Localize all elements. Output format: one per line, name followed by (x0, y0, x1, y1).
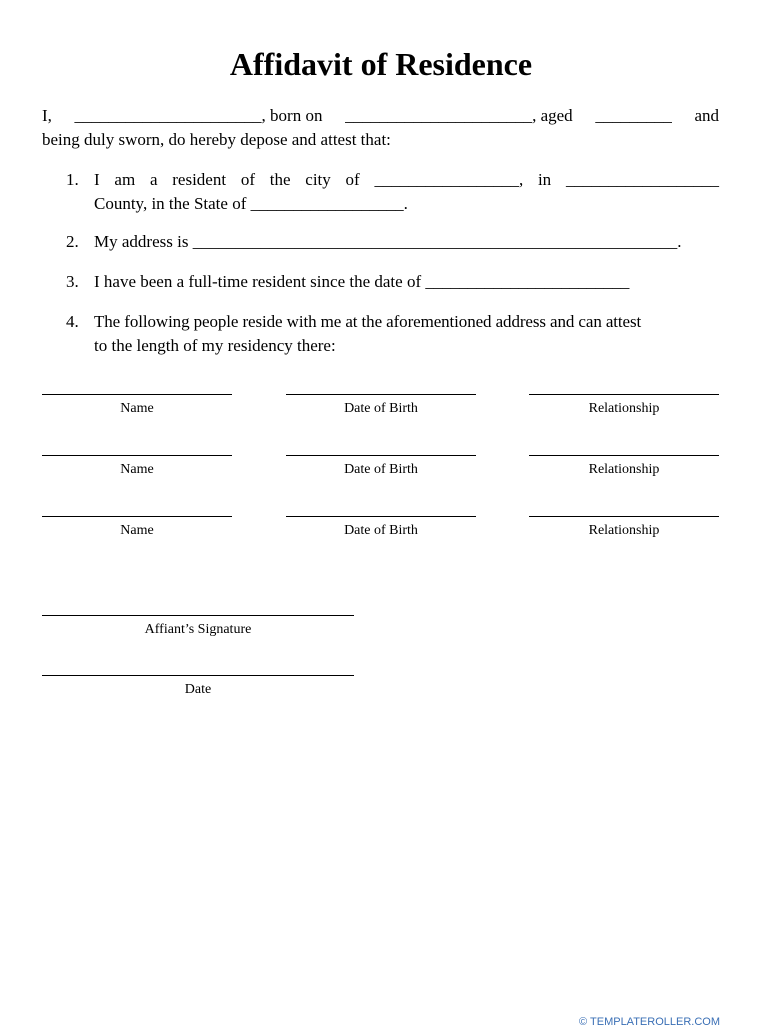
intro-paragraph (42, 104, 719, 152)
signature-line (286, 516, 476, 517)
list-item-text (94, 310, 719, 358)
intro-birth-blank: ______________________, aged (345, 106, 573, 125)
list-item-text (94, 270, 719, 294)
witness-dob-field[interactable] (286, 455, 476, 479)
witness-name-field[interactable] (42, 516, 232, 540)
witness-name-field[interactable] (42, 455, 232, 479)
witness-row-3 (42, 516, 719, 556)
footer-link[interactable]: © TEMPLATEROLLER.COM (579, 1016, 720, 1028)
list-item-1-word: __________________ (565, 170, 719, 189)
affiant-signature-field[interactable] (42, 615, 354, 639)
witness-dob-label: Date of Birth (344, 462, 418, 477)
list-item-1-word: _________________, (374, 170, 524, 189)
witness-name-label: Name (120, 523, 154, 538)
intro-text-1: I, (42, 106, 52, 125)
list-item-number: 4. (66, 312, 79, 331)
witness-relationship-field[interactable] (529, 516, 719, 540)
list-item-text (94, 230, 719, 254)
intro-name-blank: ______________________, born on (74, 106, 323, 125)
witness-relationship-field[interactable] (529, 455, 719, 479)
list-item-number: 2. (66, 232, 79, 251)
witness-relationship-label: Relationship (588, 401, 660, 416)
intro-line-2: being duly sworn, do hereby depose and attest that: (42, 130, 391, 149)
list-item-text (94, 168, 719, 216)
list-item-4-line-2: to the length of my residency there: (94, 336, 336, 355)
list-item-1-word: resident (172, 170, 227, 189)
signature-line (42, 675, 354, 676)
list-item-4-line-1: The following people reside with me at the aforementioned address and can attest (94, 312, 642, 331)
signature-line (42, 516, 232, 517)
list-item-1-word: I (94, 170, 100, 189)
witness-name-field[interactable] (42, 394, 232, 418)
witness-name-label: Name (120, 401, 154, 416)
witness-relationship-label: Relationship (588, 462, 660, 477)
signature-line (529, 455, 719, 456)
list-item-1-word: in (537, 170, 552, 189)
list-item-1-word: the (269, 170, 291, 189)
signature-line (286, 394, 476, 395)
list-item-1-word: am (114, 170, 136, 189)
witness-relationship-field[interactable] (529, 394, 719, 418)
intro-line-1 (42, 104, 719, 128)
list-item-number: 1. (66, 170, 79, 189)
list-item-1-word: of (345, 170, 360, 189)
list-item-1-line-2: County, in the State of __________________. (94, 194, 408, 213)
witness-dob-field[interactable] (286, 394, 476, 418)
list-item-1-word: a (149, 170, 158, 189)
intro-age-blank: _________ (595, 106, 672, 125)
signature-line (529, 394, 719, 395)
date-label: Date (184, 682, 212, 697)
signature-line (529, 516, 719, 517)
list-item-1-line-1 (94, 168, 719, 192)
witness-dob-label: Date of Birth (344, 401, 418, 416)
witness-row-2 (42, 455, 719, 495)
list-item-number: 3. (66, 272, 79, 291)
signature-line (42, 394, 232, 395)
witness-name-label: Name (120, 462, 154, 477)
signature-line (42, 615, 354, 616)
witness-dob-label: Date of Birth (344, 523, 418, 538)
affiant-signature-label: Affiant’s Signature (144, 622, 252, 637)
intro-text-and: and (694, 106, 719, 125)
list-item-3-line-1: I have been a full-time resident since the date of ________________________ (94, 272, 630, 291)
signature-line (286, 455, 476, 456)
witness-row-1 (42, 394, 719, 434)
list-item-1-word: city (305, 170, 331, 189)
witness-relationship-label: Relationship (588, 523, 660, 538)
witness-dob-field[interactable] (286, 516, 476, 540)
document-title: Affidavit of Residence (229, 46, 533, 82)
list-item-1-word: of (240, 170, 255, 189)
signature-line (42, 455, 232, 456)
date-field[interactable] (42, 675, 354, 699)
list-item-2-line-1: My address is _________________________________________________________. (94, 232, 682, 251)
